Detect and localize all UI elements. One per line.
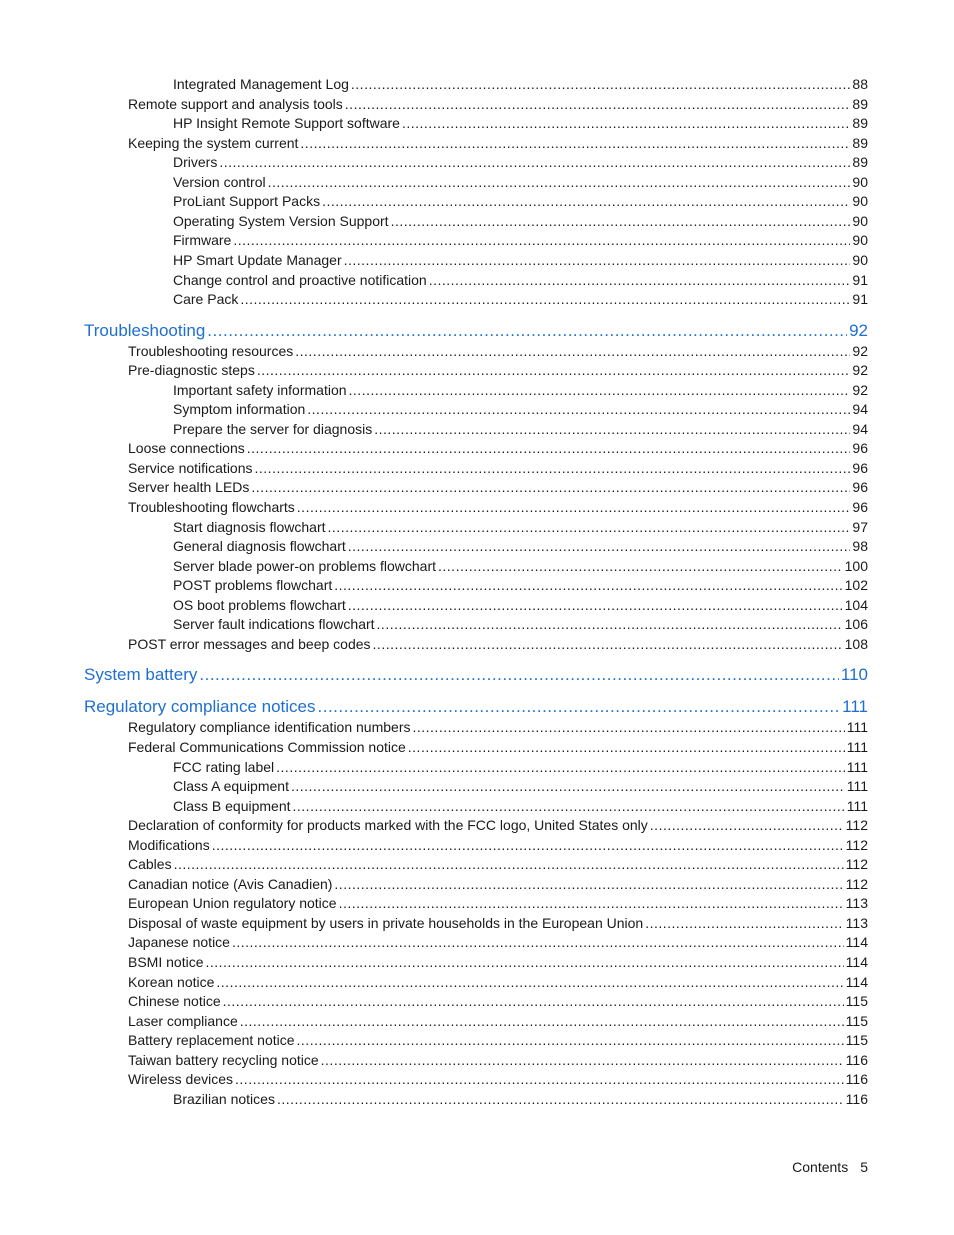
- toc-entry[interactable]: [128, 636, 868, 652]
- toc-entry-title: Integrated Management Log: [173, 76, 349, 92]
- toc-entry-title: FCC rating label: [173, 758, 275, 775]
- toc-leader-dots: [212, 837, 844, 853]
- toc-leader-dots: [233, 232, 850, 248]
- toc-leader-dots: [297, 1032, 844, 1048]
- toc-leader-dots: [334, 577, 842, 593]
- toc-entry-page: 88: [852, 76, 868, 92]
- toc-entry-page: 94: [852, 420, 868, 437]
- toc-entry[interactable]: [173, 272, 868, 288]
- toc-entry-page: 111: [846, 758, 868, 775]
- toc-entry[interactable]: [173, 154, 868, 170]
- toc-entry[interactable]: [173, 798, 868, 814]
- toc-leader-dots: [351, 76, 851, 92]
- toc-entry[interactable]: [128, 876, 868, 892]
- toc-entry[interactable]: [173, 252, 868, 268]
- toc-leader-dots: [247, 440, 851, 456]
- toc-leader-dots: [232, 934, 844, 950]
- toc-leader-dots: [300, 135, 850, 151]
- toc-entry-title: Class B equipment: [173, 797, 291, 814]
- toc-entry[interactable]: [173, 597, 868, 613]
- toc-entry-page: 115: [845, 1032, 868, 1049]
- toc-leader-dots: [402, 115, 850, 131]
- toc-entry-title: Wireless devices: [128, 1071, 234, 1088]
- toc-entry-title: Modifications: [128, 836, 210, 853]
- toc-entry-page: 90: [852, 193, 868, 210]
- toc-entry-page: 116: [845, 1090, 868, 1107]
- toc-leader-dots: [207, 321, 847, 341]
- toc-leader-dots: [344, 252, 851, 268]
- toc-entry[interactable]: [128, 993, 868, 1009]
- toc-entry-title: System battery: [84, 665, 198, 685]
- toc-entry[interactable]: [128, 1013, 868, 1029]
- toc-entry-page: 114: [845, 973, 868, 990]
- toc-entry[interactable]: [173, 519, 868, 535]
- toc-entry[interactable]: [128, 895, 868, 911]
- toc-entry-page: 89: [852, 115, 868, 132]
- toc-entry-page: 91: [852, 271, 868, 288]
- toc-leader-dots: [348, 538, 851, 554]
- toc-leader-dots: [257, 362, 851, 378]
- toc-entry-title: Operating System Version Support: [173, 212, 389, 229]
- toc-entry-title: Disposal of waste equipment by users in private households in the European Union: [128, 914, 644, 931]
- page-footer: [792, 1159, 868, 1175]
- toc-entry-page: 92: [849, 320, 868, 340]
- toc-entry-title: HP Insight Remote Support software: [173, 115, 400, 132]
- toc-entry-page: 111: [846, 797, 868, 814]
- toc-entry-title: Canadian notice (Avis Canadien): [128, 875, 333, 892]
- toc-entry[interactable]: [128, 460, 868, 476]
- toc-entry-title: Declaration of conformity for products marked with the FCC logo, United States only: [128, 817, 648, 834]
- toc-entry-title: Troubleshooting: [84, 320, 206, 340]
- toc-entry-title: Regulatory compliance notices: [84, 697, 316, 717]
- toc-entry[interactable]: [128, 739, 868, 755]
- toc-entry-page: 89: [852, 154, 868, 171]
- toc-entry-page: 90: [852, 212, 868, 229]
- toc-leader-dots: [349, 382, 851, 398]
- toc-entry-page: 97: [852, 518, 868, 535]
- toc-entry-title: Battery replacement notice: [128, 1032, 295, 1049]
- toc-entry-page: 92: [852, 362, 868, 379]
- toc-entry-page: 94: [852, 401, 868, 418]
- toc-entry-page: 112: [845, 875, 868, 892]
- toc-entry-title: Service notifications: [128, 459, 253, 476]
- toc-entry-page: 96: [852, 459, 868, 476]
- toc-entry[interactable]: [128, 1032, 868, 1048]
- toc-leader-dots: [373, 636, 843, 652]
- toc-entry-page: 92: [852, 381, 868, 398]
- toc-entry-page: 114: [845, 954, 868, 970]
- toc-entry[interactable]: [173, 76, 868, 92]
- toc-entry-page: 111: [846, 778, 868, 795]
- toc-entry-page: 112: [845, 856, 868, 873]
- toc-entry-title: Laser compliance: [128, 1012, 238, 1029]
- toc-entry-title: General diagnosis flowchart: [173, 538, 346, 555]
- toc-leader-dots: [276, 759, 845, 775]
- toc-entry-title: BSMI notice: [128, 954, 204, 970]
- toc-entry-page: 96: [852, 440, 868, 457]
- toc-entry-title: Japanese notice: [128, 934, 230, 951]
- toc-leader-dots: [174, 856, 844, 872]
- toc-entry-title: Server blade power-on problems flowchart: [173, 557, 437, 574]
- toc-entry[interactable]: [128, 135, 868, 151]
- toc-entry-title: Change control and proactive notification: [173, 271, 427, 288]
- toc-entry-title: Brazilian notices: [173, 1090, 275, 1107]
- toc-entry-title: Remote support and analysis tools: [128, 95, 343, 112]
- toc-leader-dots: [408, 739, 845, 755]
- toc-entry-title: HP Smart Update Manager: [173, 251, 342, 268]
- toc-leader-dots: [645, 915, 843, 931]
- toc-entry-page: 90: [852, 232, 868, 249]
- toc-leader-dots: [391, 213, 851, 229]
- toc-entry[interactable]: [128, 954, 868, 970]
- toc-entry[interactable]: [128, 856, 868, 872]
- toc-entry-page: 91: [852, 291, 868, 308]
- toc-entry[interactable]: [128, 479, 868, 495]
- toc-leader-dots: [322, 193, 850, 209]
- toc-leader-dots: [205, 954, 843, 970]
- toc-entry-page: 112: [845, 836, 868, 853]
- toc-entry-title: Prepare the server for diagnosis: [173, 420, 373, 437]
- toc-entry-title: Start diagnosis flowchart: [173, 518, 326, 535]
- toc-leader-dots: [291, 778, 845, 794]
- toc-leader-dots: [277, 1091, 844, 1107]
- toc-leader-dots: [438, 558, 843, 574]
- toc-entry-page: 96: [852, 479, 868, 496]
- toc-leader-dots: [235, 1071, 844, 1087]
- toc-entry-page: 92: [852, 342, 868, 359]
- toc-entry[interactable]: [128, 837, 868, 853]
- toc-leader-dots: [377, 616, 843, 632]
- toc-entry-title: Server health LEDs: [128, 479, 250, 496]
- toc-entry-page: 106: [844, 616, 868, 633]
- toc-entry-page: 114: [845, 934, 868, 951]
- toc-entry-page: 112: [845, 817, 868, 834]
- toc-entry-title: Cables: [128, 856, 172, 873]
- toc-entry-page: 111: [846, 719, 868, 736]
- toc-leader-dots: [240, 1013, 844, 1029]
- toc-leader-dots: [295, 343, 850, 359]
- toc-entry[interactable]: [173, 382, 868, 398]
- toc-entry[interactable]: [128, 499, 868, 515]
- toc-entry[interactable]: [173, 759, 868, 775]
- toc-entry-page: 116: [845, 1051, 868, 1068]
- toc-entry-title: Symptom information: [173, 401, 306, 418]
- toc-entry-title: OS boot problems flowchart: [173, 596, 346, 613]
- toc-leader-dots: [307, 401, 850, 417]
- toc-entry-title: Loose connections: [128, 440, 245, 457]
- toc-leader-dots: [318, 697, 841, 717]
- toc-entry[interactable]: [173, 538, 868, 554]
- toc-leader-dots: [339, 895, 844, 911]
- toc-entry-title: Taiwan battery recycling notice: [128, 1051, 319, 1068]
- toc-entry[interactable]: [128, 1071, 868, 1087]
- toc-entry-page: 100: [844, 557, 868, 574]
- toc-leader-dots: [268, 174, 851, 190]
- toc-leader-dots: [334, 876, 843, 892]
- toc-entry[interactable]: [128, 343, 868, 359]
- toc-entry-title: Korean notice: [128, 973, 215, 990]
- toc-leader-dots: [223, 993, 844, 1009]
- toc-leader-dots: [321, 1052, 844, 1068]
- toc-entry-title: Drivers: [173, 154, 218, 171]
- toc-entry[interactable]: [128, 974, 868, 990]
- toc-leader-dots: [240, 291, 850, 307]
- toc-entry[interactable]: [173, 232, 868, 248]
- toc-leader-dots: [293, 798, 845, 814]
- toc-leader-dots: [412, 719, 844, 735]
- toc-entry[interactable]: [128, 817, 868, 833]
- toc-leader-dots: [216, 974, 843, 990]
- toc-leader-dots: [374, 421, 850, 437]
- toc-entry[interactable]: [173, 291, 868, 307]
- toc-leader-dots: [251, 479, 850, 495]
- toc-entry[interactable]: [128, 362, 868, 378]
- toc-leader-dots: [345, 96, 851, 112]
- toc-entry-title: POST problems flowchart: [173, 577, 333, 594]
- toc-leader-dots: [219, 154, 850, 170]
- toc-entry-page: 89: [852, 134, 868, 151]
- toc-entry-title: Federal Communications Commission notice: [128, 738, 406, 755]
- toc-entry-title: Server fault indications flowchart: [173, 616, 375, 633]
- toc-entry-page: 116: [845, 1071, 868, 1088]
- toc-entry[interactable]: [173, 193, 868, 209]
- toc-leader-dots: [650, 817, 844, 833]
- toc-leader-dots: [199, 665, 839, 685]
- toc-chapter-entry[interactable]: [84, 697, 868, 717]
- footer-page-number: 5: [860, 1159, 868, 1175]
- toc-entry-title: Firmware: [173, 232, 232, 249]
- toc-entry-page: 102: [844, 577, 868, 594]
- toc-entry-page: 104: [844, 596, 868, 613]
- toc-entry-page: 98: [852, 538, 868, 555]
- toc-entry[interactable]: [173, 401, 868, 417]
- toc-entry-page: 115: [845, 1012, 868, 1029]
- toc-entry-page: 111: [846, 738, 868, 755]
- toc-entry-page: 115: [845, 993, 868, 1010]
- toc-entry-title: Keeping the system current: [128, 134, 299, 151]
- toc-entry[interactable]: [173, 558, 868, 574]
- toc-entry[interactable]: [128, 96, 868, 112]
- toc-entry-page: 111: [842, 697, 868, 717]
- toc-entry[interactable]: [128, 915, 868, 931]
- toc-entry-title: POST error messages and beep codes: [128, 635, 371, 652]
- toc-entry-page: 113: [845, 914, 868, 931]
- toc-leader-dots: [429, 272, 851, 288]
- toc-entry-title: Important safety information: [173, 381, 347, 398]
- toc-entry[interactable]: [128, 719, 868, 735]
- toc-entry[interactable]: [173, 421, 868, 437]
- toc-entry[interactable]: [173, 778, 868, 794]
- toc-chapter-entry[interactable]: [84, 321, 868, 341]
- toc-entry[interactable]: [173, 174, 868, 190]
- toc-entry-page: 113: [845, 895, 868, 912]
- toc-leader-dots: [328, 519, 851, 535]
- toc-entry[interactable]: [173, 115, 868, 131]
- toc-entry-page: 108: [844, 635, 868, 652]
- toc-entry-title: Class A equipment: [173, 778, 289, 795]
- toc-entry[interactable]: [128, 440, 868, 456]
- toc-leader-dots: [297, 499, 851, 515]
- toc-entry-title: ProLiant Support Packs: [173, 193, 321, 210]
- toc-entry-title: European Union regulatory notice: [128, 895, 337, 912]
- toc-entry[interactable]: [173, 213, 868, 229]
- toc-entry-page: 110: [840, 665, 868, 685]
- toc-entry-page: 90: [852, 173, 868, 190]
- toc-entry-title: Pre-diagnostic steps: [128, 362, 255, 379]
- toc-leader-dots: [255, 460, 851, 476]
- toc-entry[interactable]: [173, 577, 868, 593]
- toc-entry[interactable]: [173, 1091, 868, 1107]
- toc-chapter-entry[interactable]: [84, 665, 868, 685]
- toc-entry-title: Troubleshooting flowcharts: [128, 499, 295, 515]
- toc-entry-title: Chinese notice: [128, 993, 221, 1010]
- toc-entry-page: 96: [852, 499, 868, 515]
- toc-entry-title: Version control: [173, 173, 266, 190]
- toc-entry-page: 90: [852, 251, 868, 268]
- toc-entry-title: Regulatory compliance identification numbers: [128, 719, 411, 736]
- toc-entry-title: Care Pack: [173, 291, 239, 308]
- toc-leader-dots: [348, 597, 843, 613]
- toc-entry[interactable]: [173, 616, 868, 632]
- footer-label: Contents: [792, 1159, 849, 1175]
- toc-entry[interactable]: [128, 934, 868, 950]
- toc-entry-title: Troubleshooting resources: [128, 342, 294, 359]
- toc-entry-page: 89: [852, 95, 868, 112]
- toc-entry[interactable]: [128, 1052, 868, 1068]
